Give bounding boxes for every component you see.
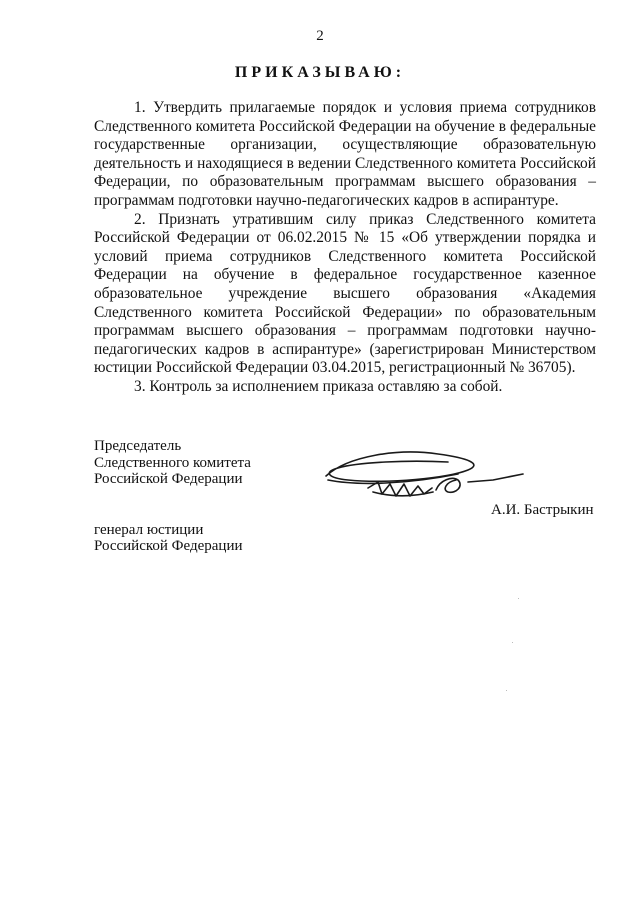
scan-speck <box>512 642 513 643</box>
signatory-rank-line-1: генерал юстиции <box>94 521 204 538</box>
signatory-position-line-3: Российской Федерации <box>94 471 243 487</box>
signatory-rank-line-2: Российской Федерации <box>94 538 243 554</box>
signatory-position-line-1: Председатель <box>94 438 182 454</box>
scan-speck <box>518 598 519 599</box>
order-item-3: 3. Контроль за исполнением приказа оставляю за собой. <box>134 377 503 395</box>
scan-speck <box>506 690 507 691</box>
signatory-position-line-2: Следственного комитета <box>94 454 251 471</box>
page-number: 2 <box>316 28 324 44</box>
signatory-name: А.И. Бастрыкин <box>491 502 594 518</box>
document-heading: ПРИКАЗЫВАЮ: <box>234 64 406 81</box>
signatory-block <box>94 438 251 555</box>
order-body <box>94 99 596 397</box>
order-item-2: 2. Признать утратившим силу приказ Следственного комитета Российской Федерации от 06.02.2015 № 15 «Об утверждении порядка и условий приема сотрудников Следственного комитета Российской Федерации на обучение в федеральное государственное казенное образовательное учреждение высшего образования «Академия Следственного комитета Российской Федерации» по образовательным программам высшего образования – программам подготовки научно-педагогических кадров в аспирантуре» (зарегистрирован Министерством юстиции Российской Федерации 03.04.2015, регистрационный № 36705). <box>94 210 596 377</box>
order-item-1: 1. Утвердить прилагаемые порядок и условия приема сотрудников Следственного комитета Российской Федерации на обучение в федеральные государственные организации, осуществляющие образовательную деятельность и находящиеся в ведении Следственного комитета Российской Федерации, по образовательным программам высшего образования – программам подготовки научно-педагогических кадров в аспирантуре. <box>94 99 596 209</box>
